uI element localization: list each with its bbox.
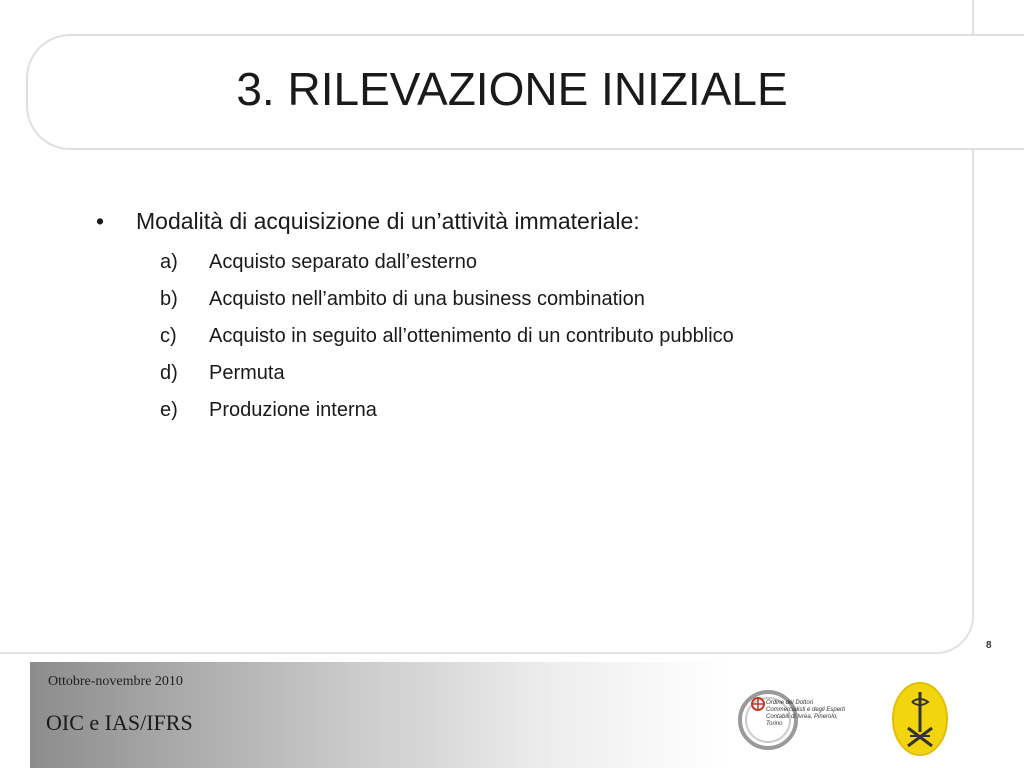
list-item	[160, 325, 734, 348]
bullet-marker: •	[96, 208, 105, 234]
bullet-item	[96, 208, 640, 235]
list-item-text: Acquisto separato dall’esterno	[209, 251, 477, 273]
slide-title: 3. RILEVAZIONE INIZIALE	[236, 63, 788, 115]
list-item-marker: c)	[160, 325, 177, 347]
list-item-marker: b)	[160, 288, 178, 310]
list-item-text: Acquisto in seguito all’ottenimento di un contributo pubblico	[209, 325, 734, 347]
list-item	[160, 399, 377, 422]
bullet-text: Modalità di acquisizione di un’attività immateriale:	[136, 208, 640, 234]
list-item-text: Permuta	[209, 362, 285, 384]
footer-topic: OIC e IAS/IFRS	[46, 710, 193, 735]
list-item-marker: e)	[160, 399, 178, 421]
page-number: 8	[986, 640, 992, 651]
frame-corner-border	[932, 590, 974, 654]
list-item	[160, 288, 645, 311]
frame-bottom-border	[0, 652, 940, 654]
list-item	[160, 362, 285, 385]
institution-emblem-icon	[890, 680, 950, 758]
list-item-text: Acquisto nell’ambito di una business combination	[209, 288, 645, 310]
list-item-marker: a)	[160, 251, 178, 273]
footer-date: Ottobre-novembre 2010	[48, 674, 183, 689]
list-item-marker: d)	[160, 362, 178, 384]
list-item-text: Produzione interna	[209, 399, 377, 421]
odcec-logo	[736, 686, 846, 756]
list-item	[160, 251, 477, 274]
odcec-logo-text: Ordine dei Dottori Commercialisti e degli Esperti Contabili di Ivrea, Pinerolo, Torino	[766, 700, 846, 727]
